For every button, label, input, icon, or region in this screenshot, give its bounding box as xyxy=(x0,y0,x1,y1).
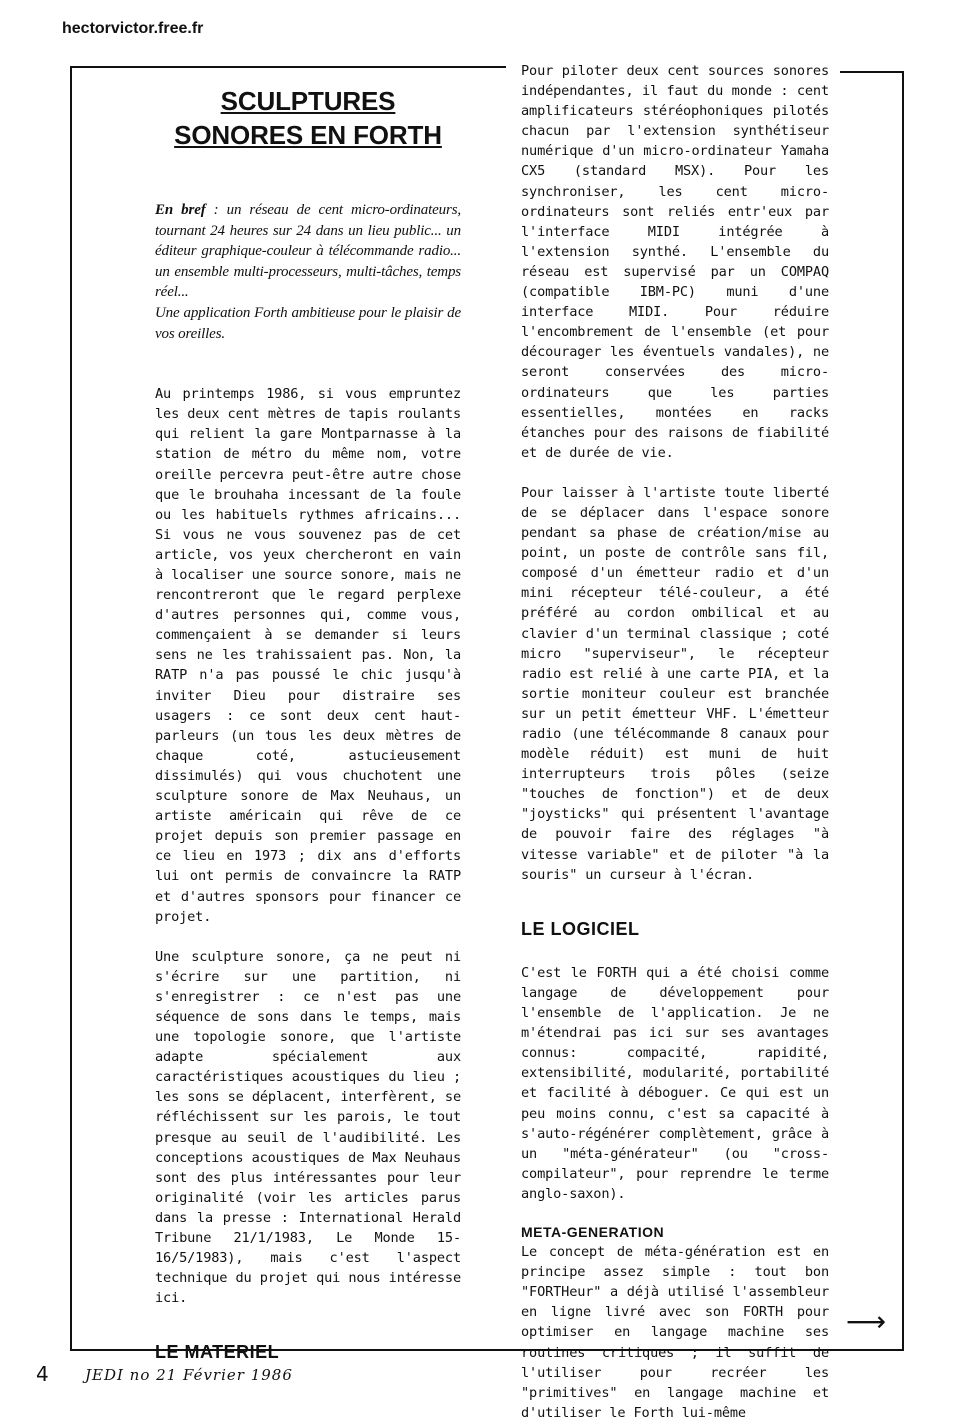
section-heading-logiciel: LE LOGICIEL xyxy=(521,918,640,939)
frame-border-top xyxy=(70,66,506,68)
issue-footer: JEDI no 21 Février 1986 xyxy=(85,1366,293,1384)
frame-border-right xyxy=(902,71,904,1349)
lead-tagline: Une application Forth ambitieuse pour le plaisir de vos oreilles. xyxy=(155,304,461,342)
paragraph-sculpture: Une sculpture sonore, ça ne peut ni s'écrire sur une partition, ni s'enregistrer : ce n'est pas une séquence de sons dans le temps, mais une topologie sonore, que l'artiste adapte spécialement aux caractéristiques acoustiques du lieu ; les sons se déplacent, interfèrent, se réfléchissent sur les parois, le tout presque au seuil de l'audibilité. Les conceptions acoustiques de Max Neuhaus sont des plus intéressantes pour leur originalité (voir les articles parus dans la presse : International Herald Tribune 21/1/1983, Le Monde 15-16/5/1983), mais c'est l'aspect technique du projet qui nous intéresse ici. xyxy=(155,948,461,1307)
frame-border-top-right xyxy=(840,71,903,73)
continue-arrow-icon: ⟶ xyxy=(846,1305,887,1338)
paragraph-intro: Au printemps 1986, si vous empruntez les deux cent mètres de tapis roulants qui relient la gare Montparnasse à la station de métro du même nom, votre oreille percevra peut-être autre chose que le brouhaha incessant de la foule ou les habituels rythmes africains... Si vous ne vous souvenez pas de cet article, vos yeux chercheront en vain à localiser une source sonore, mais ne rencontreront que le regard perplexe d'autres personnes qui, comme vous, commençaient à se demander si leurs sens ne les trahissaient pas. Non, la RATP n'a pas poussé le chic jusqu'à inviter Dieu pour distraire ses usagers : ce sont deux cent haut-parleurs (un tous les deux mètres de chaque coté, astucieusement dissimulés) qui vous chuchotent une sculpture sonore de Max Neuhaus, un artiste américain qui rêve de ce projet depuis son premier passage en ce lieu en 1973 ; dix ans d'efforts lui ont permis de convaincre la RATP et d'autres sponsors pour financer ce projet. xyxy=(155,386,461,925)
paragraph-meta-generation: Le concept de méta-génération est en principe assez simple : tout bon "FORTHeur" a déjà utilisé l'assembleur en ligne livré avec son FORTH pour optimiser en langage machine ses routines critiques ; il suffit de l'utiliser pour recréer les "primitives" en langage machine et d'utiliser le Forth lui-même xyxy=(521,1244,829,1421)
section-heading-materiel: LE MATERIEL xyxy=(155,1342,280,1363)
paragraph-logiciel: C'est le FORTH qui a été choisi comme langage de développement pour l'ensemble de l'application. Je ne m'étendrai pas ici sur ses avantages connus: compacité, rapidité, extensibilité, modularité, portabilité et facilité à déboguer. Ce qui est un peu moins connu, c'est sa capacité à s'auto-régénérer complètement, grâce à un "méta-générateur" (ou "cross-compilateur", pour reprendre le terme anglo-saxon). xyxy=(521,964,829,1202)
frame-border-left xyxy=(70,66,72,1351)
article-column-left xyxy=(155,84,461,1362)
site-header: hectorvictor.free.fr xyxy=(62,20,204,37)
article-lead xyxy=(155,200,461,344)
paragraph-materiel: Pour piloter deux cent sources sonores indépendantes, il faut du monde : cent amplificateurs stéréophoniques pilotés chacun par l'extension synthétiseur numérique d'un micro-ordinateur Yamaha CX5 (standard MSX). Pour les synchroniser, les cent micro-ordinateurs sont reliés entr'eux par l'interface MIDI intégrée à l'extension synthé. L'ensemble du réseau est supervisé par un COMPAQ (compatible IBM-PC) muni d'une interface MIDI. Pour réduire l'encombrement de l'ensemble (et pour décourager les éventuels vandales), ne seront conservées des micro-ordinateurs que les parties essentielles, montées en racks étanches pour des raisons de fiabilité et de durée de vie. xyxy=(521,63,829,461)
paragraph-controle: Pour laisser à l'artiste toute liberté de se déplacer dans l'espace sonore pendant sa phase de création/mise au point, un poste de contrôle sans fil, composé d'un émetteur radio et d'un mini récepteur télé-couleur, a été préféré au cordon ombilical et au clavier d'un terminal classique ; coté micro "superviseur", le récepteur radio est relié à une carte PIA, et la sortie moniteur couleur est branchée sur un petit émetteur VHF. L'émetteur radio (une télécommande 8 canaux pour modèle réduit) est muni de huit interrupteurs trois pôles (seize "touches de fonction") et de deux "joysticks" qui présentent l'avantage de pouvoir faire des réglages "à vitesse variable" et de piloter "à la souris" un curseur à l'écran. xyxy=(521,484,829,883)
section-heading-meta-generation: META-GENERATION xyxy=(521,1223,665,1240)
article-column-right xyxy=(521,61,829,1423)
lead-body: : un réseau de cent micro-ordinateurs, tournant 24 heures sur 24 dans un lieu public... un éditeur graphique-couleur à télécommande radio... un ensemble multi-processeurs, multi-tâches, temps réel... xyxy=(155,202,461,301)
lead-label: En bref xyxy=(155,202,206,218)
article-title: SCULPTURES SONORES EN FORTH xyxy=(174,86,442,150)
page-number: 4 xyxy=(36,1362,49,1386)
